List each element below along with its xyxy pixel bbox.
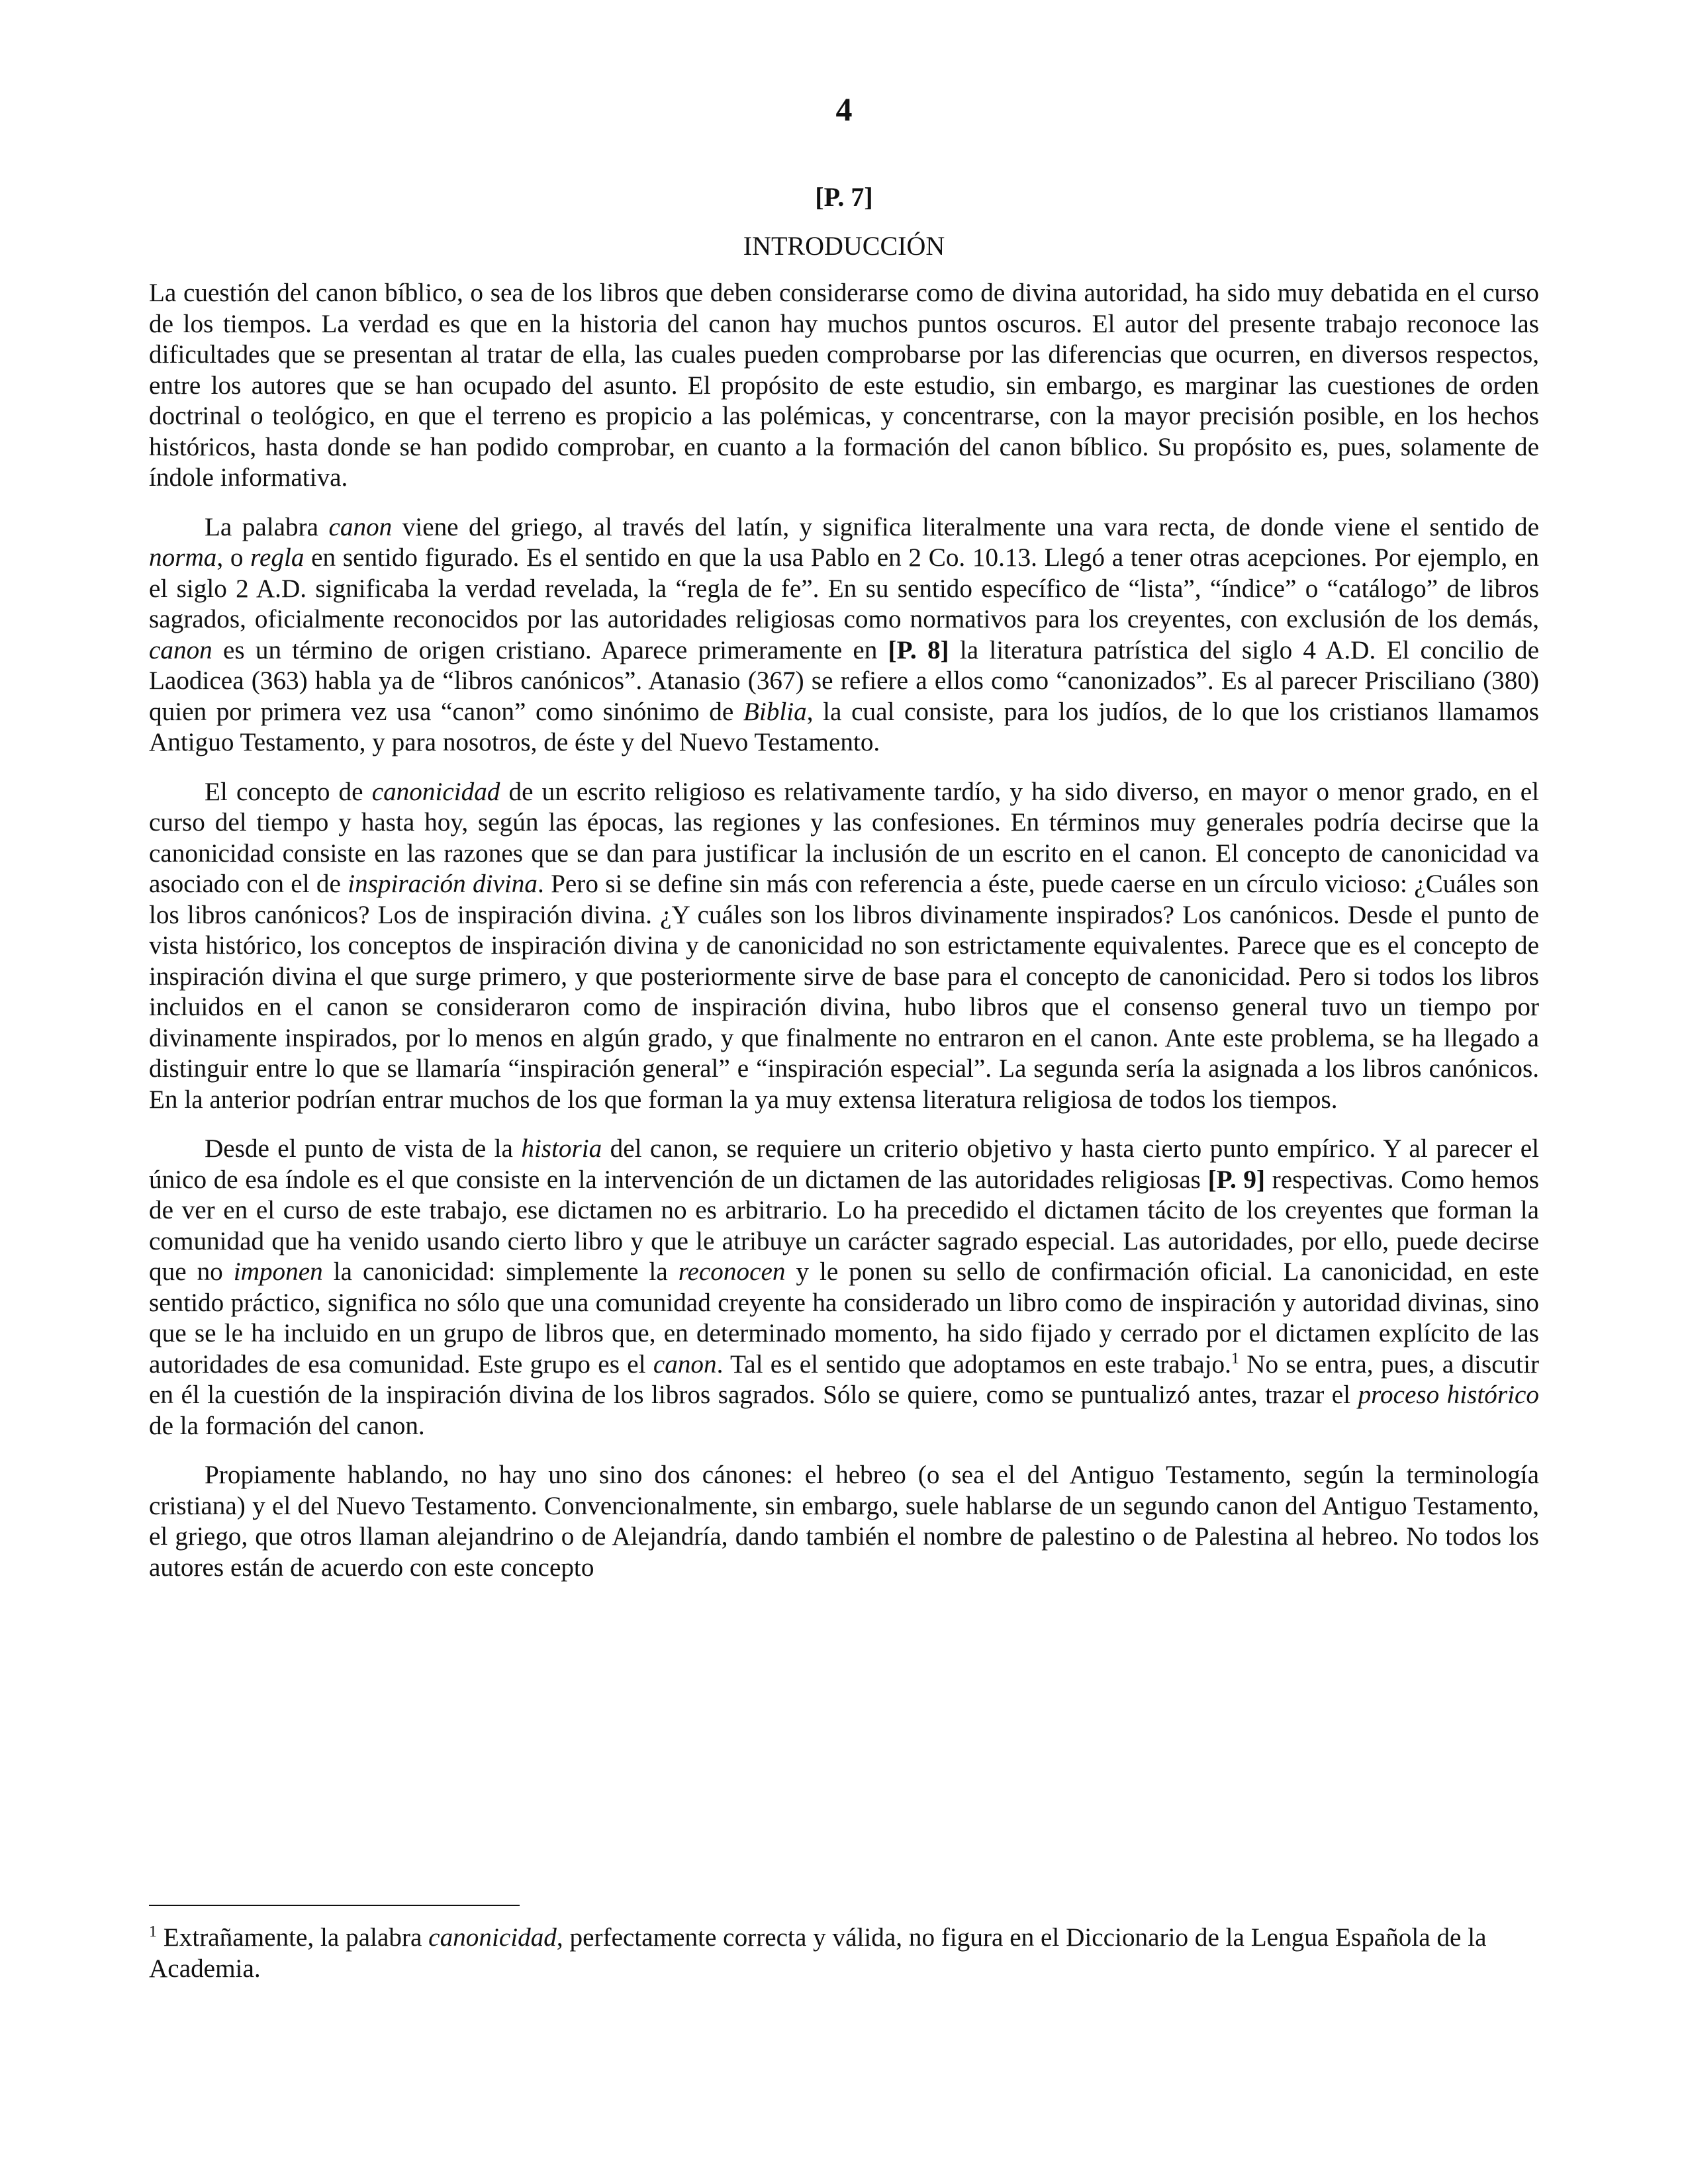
section-title: INTRODUCCIÓN: [743, 231, 945, 261]
text-run: de la formación del canon.: [149, 1411, 425, 1440]
page-reference-inline: [P. 8]: [888, 635, 949, 664]
paragraph: [149, 278, 1539, 494]
emphasis-text: regla: [250, 543, 305, 572]
footnote-marker: 1: [149, 1923, 157, 1940]
text-run: respectivas. Como hemos de ver en el curso de este trabajo, ese dictamen no es arbitrario. Lo ha precedido el dictamen tácito de los creyentes que forman la comunidad que ha venido usando cierto libro y que le atribuye un carácter sagrado especial. Las autoridades, por ello, puede decirse que no: [149, 1165, 1539, 1286]
paragraph: [149, 777, 1539, 1116]
emphasis-text: canon: [653, 1349, 717, 1379]
body-text: [149, 278, 1539, 1602]
text-run: la canonicidad: simplemente la: [322, 1257, 679, 1286]
emphasis-text: historia: [521, 1134, 602, 1163]
emphasis-text: proceso histórico: [1358, 1381, 1539, 1409]
text-run: Extrañamente, la palabra: [157, 1923, 429, 1952]
emphasis-text: canonicidad: [371, 777, 500, 806]
emphasis-text: imponen: [233, 1257, 323, 1286]
emphasis-text: canon: [328, 512, 393, 541]
emphasis-text: reconocen: [678, 1257, 786, 1286]
text-run: . Pero si se define sin más con referencia a éste, puede caerse en un círculo vicioso: ¿Cuáles son los libros canónicos? Los de inspiración divina. ¿Y cuáles son los libros divinamente inspirados? Los canónicos. Desde el punto de vista histórico, los conceptos de inspiración divina y de canonicidad no son estrictamente equivalentes. Parece que es el concepto de inspiración divina el que surge primero, y que posteriormente sirve de base para el concepto de canonicidad. Pero si todos los libros incluidos en el canon se consideraron como de inspiración divina, hubo libros que el consenso general tuvo un tiempo por divinamente inspirados, por lo menos en algún grado, y que finalmente no entraron en el canon. Ante este problema, se ha llegado a distinguir entre lo que se llamaría “inspiración general” e “inspiración especial”. La segunda sería la asignada a los libros canónicos. En la anterior podrían entrar muchos de los que forman la ya muy extensa literatura religiosa de todos los tiempos.: [149, 870, 1539, 1114]
emphasis-text: norma: [149, 543, 217, 572]
text-run: La cuestión del canon bíblico, o sea de los libros que deben considerarse como de divina autoridad, ha sido muy debatida en el curso de los tiempos. La verdad es que en la historia del canon hay muchos puntos oscuros. El autor del presente trabajo reconoce las dificultades que se presentan al tratar de ella, las cuales pueden comprobarse por las diferencias que ocurren, en diversos respectos, entre los autores que se han ocupado del asunto. El propósito de este estudio, sin embargo, es marginar las cuestiones de orden doctrinal o teológico, en que el terreno es propicio a las polémicas, y concentrarse, con la mayor precisión posible, en los hechos históricos, hasta donde se han podido comprobar, en cuanto a la formación del canon bíblico. Su propósito es, pues, solamente de índole informativa.: [149, 279, 1539, 492]
text-run: , o: [216, 543, 251, 572]
footnote: [149, 1923, 1539, 1984]
emphasis-text: canon: [149, 635, 212, 664]
text-run: del canon, se requiere un criterio objetivo y hasta cierto punto empírico. Y al parecer el único de esa índole es el que consiste en la intervención de un dictamen de las autoridades religiosas: [149, 1134, 1539, 1194]
footnote-divider: [149, 1905, 520, 1906]
text-run: en sentido figurado. Es el sentido en que la usa Pablo en 2 Co. 10.13. Llegó a tener otras acepciones. Por ejemplo, en el siglo 2 A.D. significaba la verdad revelada, la “regla de fe”. En su sentido específico de “lista”, “índice” o “catálogo” de libros sagrados, oficialmente reconocidos por las autoridades religiosas como normativos para los creyentes, con exclusión de los demás,: [149, 543, 1539, 633]
text-run: Desde el punto de vista de la: [205, 1134, 522, 1163]
text-run: viene del griego, al través del latín, y significa literalmente una vara recta, de donde viene el sentido de: [392, 512, 1539, 541]
text-run: Propiamente hablando, no hay uno sino dos cánones: el hebreo (o sea el del Antiguo Testamento, según la terminología cristiana) y el del Nuevo Testamento. Convencionalmente, sin embargo, suele hablarse de un segundo canon del Antiguo Testamento, el griego, que otros llaman alejandrino o de Alejandría, dando también el nombre de palestino o de Palestina al hebreo. No todos los autores están de acuerdo con este concepto: [149, 1461, 1539, 1582]
emphasis-text: inspiración divina: [348, 870, 538, 898]
text-run: , perfectamente correcta y válida, no figura en el Diccionario de la Lengua Española de la Academia.: [149, 1923, 1487, 1983]
text-run: es un término de origen cristiano. Aparece primeramente en: [212, 635, 888, 664]
paragraph: [149, 1460, 1539, 1583]
text-run: . Tal es el sentido que adoptamos en este trabajo.: [716, 1349, 1231, 1379]
text-run: La palabra: [205, 512, 329, 541]
text-run: , la cual consiste, para los judíos, de lo que los cristianos llamamos Antiguo Testamento, y para nosotros, de éste y del Nuevo Testamento.: [149, 697, 1539, 756]
page-reference-inline: [P. 9]: [1207, 1165, 1266, 1194]
page-number: 4: [835, 91, 853, 128]
page-reference: [P. 7]: [815, 182, 873, 212]
text-run: El concepto de: [205, 777, 372, 806]
text-run: de un escrito religioso es relativamente tardío, y ha sido diverso, en mayor o menor grado, en el curso del tiempo y hasta hoy, según las épocas, las regiones y las confesiones. En términos muy generales podría decirse que la canonicidad consiste en las razones que se dan para justificar la inclusión de un escrito en el canon. El concepto de canonicidad va asociado con el de: [149, 777, 1539, 898]
emphasis-text: Biblia: [743, 697, 807, 726]
paragraph: [149, 1134, 1539, 1441]
paragraph: [149, 512, 1539, 758]
text-run: y le ponen su sello de confirmación oficial. La canonicidad, en este sentido práctico, significa no sólo que una comunidad creyente ha considerado un libro como de inspiración y autoridad divinas, sino que se le ha incluido en un grupo de libros que, en determinado momento, ha sido fijado y cerrado por el dictamen explícito de las autoridades de esa comunidad. Este grupo es el: [149, 1257, 1539, 1379]
footnote-marker: 1: [1231, 1349, 1239, 1367]
emphasis-text: canonicidad: [428, 1923, 557, 1952]
text-run: No se entra, pues, a discutir en él la cuestión de la inspiración divina de los libros sagrados. Sólo se quiere, como se puntualizó antes, trazar el: [149, 1349, 1540, 1409]
text-run: la literatura patrística del siglo 4 A.D. El concilio de Laodicea (363) habla ya de “libros canónicos”. Atanasio (367) se refiere a ellos como “canonizados”. Es al parecer Prisciliano (380) quien por primera vez usa “canon” como sinónimo de: [149, 635, 1539, 726]
